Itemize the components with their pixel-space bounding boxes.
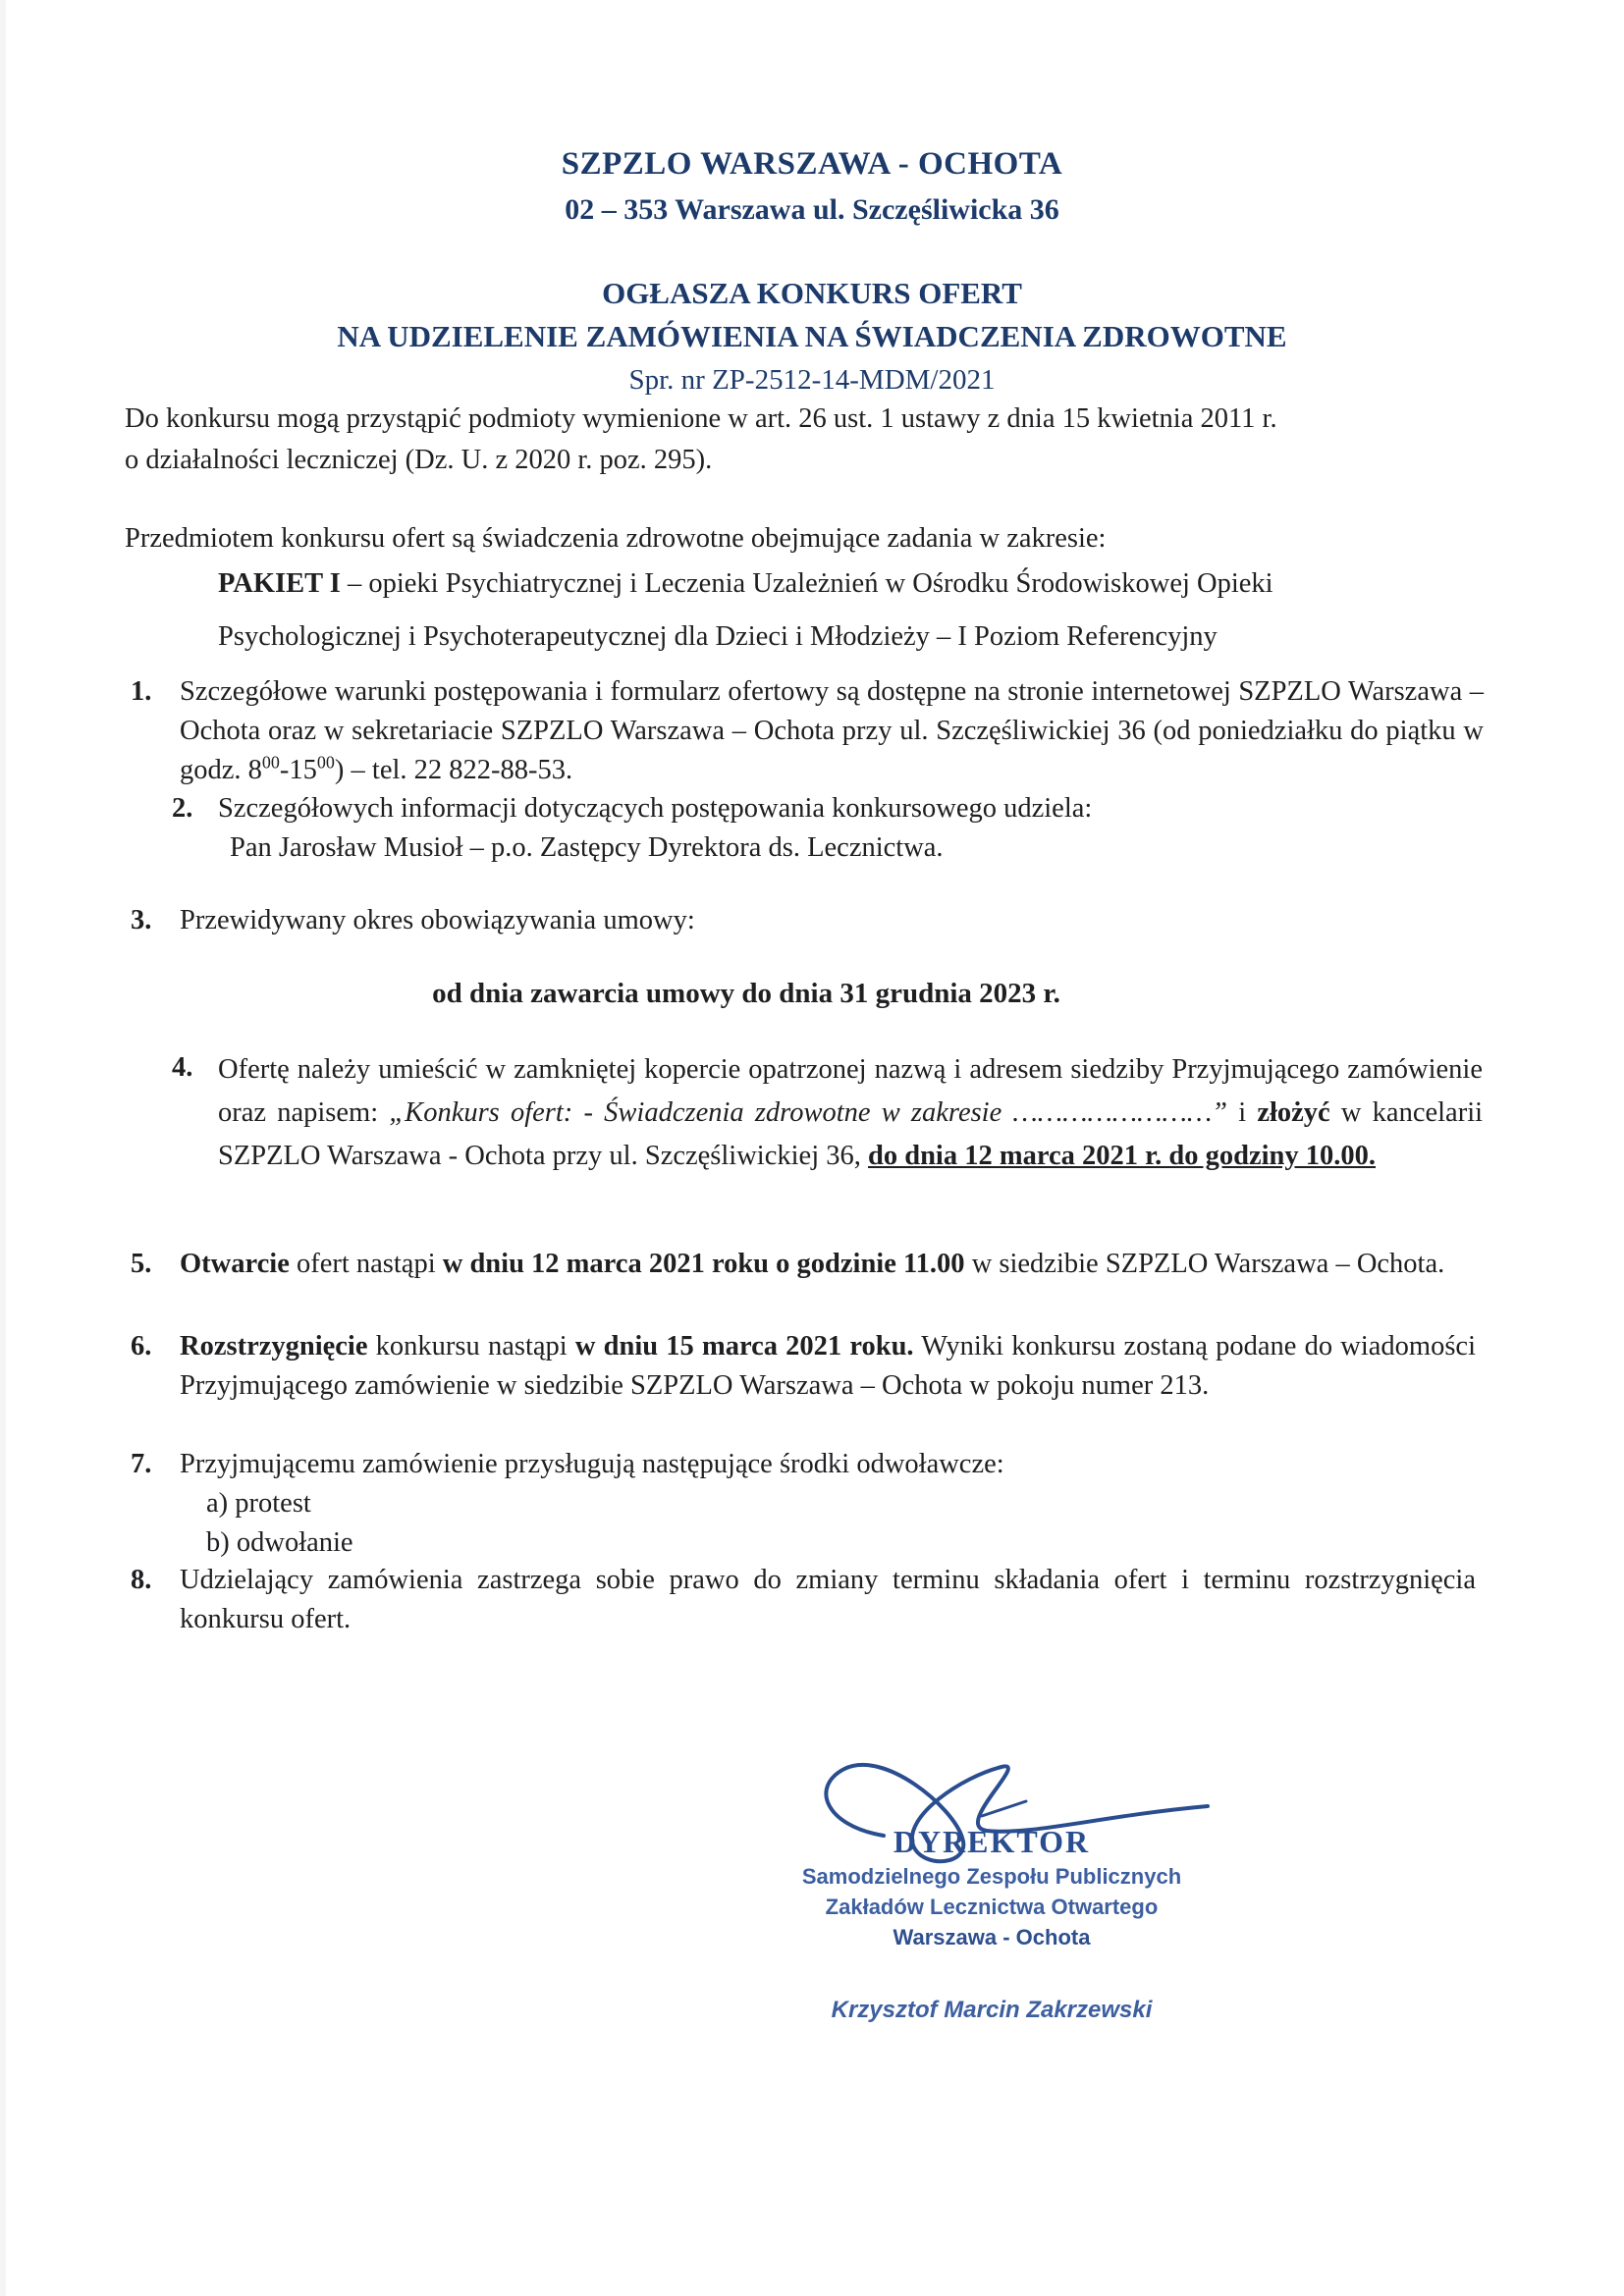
subject-paragraph: Przedmiotem konkursu ofert są świadczenia zdrowotne obejmujące zadania w zakresie: — [125, 523, 1107, 554]
item-text: Udzielający zamówienia zastrzega sobie prawo do zmiany terminu składania ofert i terminu rozstrzygnięcia konkursu ofert. — [180, 1565, 1476, 1634]
director-name: Krzysztof Marcin Zakrzewski — [831, 1997, 1153, 2023]
item-number: 6. — [131, 1331, 152, 1362]
package-description — [218, 558, 1494, 664]
item-number: 4. — [172, 1052, 193, 1083]
item-number: 7. — [131, 1449, 152, 1479]
stamp-line-2: Zakładów Lecznictwa Otwartego — [825, 1895, 1159, 1919]
document-header — [0, 140, 1624, 401]
case-reference: Spr. nr ZP-2512-14-MDM/2021 — [628, 364, 996, 396]
contact-person: Pan Jarosław Musioł – p.o. Zastępcy Dyrektora ds. Lecznictwa. — [230, 832, 944, 863]
eligibility-line-1: Do konkursu mogą przystąpić podmioty wymienione w art. 26 ust. 1 ustawy z dnia 15 kwietnia 2011 r. — [125, 403, 1277, 434]
stamp-line-3: Warszawa - Ochota — [893, 1925, 1091, 1949]
announcement-subtitle: NA UDZIELENIE ZAMÓWIENIA NA ŚWIADCZENIA ZDROWOTNE — [337, 319, 1287, 353]
item-text: Przyjmującemu zamówienie przysługują następujące środki odwoławcze: a) protest b) odwołanie — [180, 1445, 1476, 1563]
item-number: 2. — [172, 793, 193, 824]
announcement-title: OGŁASZA KONKURS OFERT — [602, 276, 1022, 310]
item-number: 8. — [131, 1565, 152, 1595]
item-number: 1. — [131, 676, 152, 707]
opening-date: w dniu 12 marca 2021 roku o godzinie 11.00 — [442, 1249, 965, 1279]
package-line-2: Psychologicznej i Psychoterapeutycznej dla Dzieci i Młodzieży – I Poziom Referencyjny — [218, 621, 1218, 652]
resolution-date: w dniu 15 marca 2021 roku. — [574, 1331, 914, 1362]
envelope-label: „Konkurs ofert: - Świadczenia zdrowotne w zakresie ……………………” — [389, 1097, 1228, 1128]
remedy-protest: a) protest — [206, 1488, 311, 1519]
contract-period: od dnia zawarcia umowy do dnia 31 grudnia 2023 r. — [432, 978, 1060, 1009]
organization-name: SZPZLO WARSZAWA - OCHOTA — [561, 146, 1063, 182]
package-line-1: – opieki Psychiatrycznej i Leczenia Uzależnień w Ośrodku Środowiskowej Opieki — [340, 568, 1273, 599]
item-number: 5. — [131, 1249, 152, 1279]
item-text: Szczegółowe warunki postępowania i formularz ofertowy są dostępne na stronie internetowej SZPZLO Warszawa – Ochota oraz w sekretariacie SZPZLO Warszawa – Ochota przy ul. Szczęśliwickiej 36 (od poniedziałku do piątku w godz. $8^{00}-15^{00}$) – tel. 22 822-88-53. — [180, 676, 1484, 785]
eligibility-paragraph — [125, 399, 1480, 481]
item-text: Otwarcie ofert nastąpi w dniu 12 marca 2021 roku o godzinie 11.00 w siedzibie SZPZLO Warszawa – Ochota. — [180, 1249, 1445, 1279]
item-text: Ofertę należy umieścić w zamkniętej kopercie opatrzonej nazwą i adresem siedziby Przyjmującego zamówienie oraz napisem: „Konkurs ofert: - Świadczenia zdrowotne w zakresie ……………………” i złożyć w kancelarii SZPZLO Warszawa - Ochota przy ul. Szczęśliwickiej 36, do dnia 12 marca 2021 r. do godziny 10.00. — [218, 1054, 1484, 1171]
director-stamp — [756, 1822, 1227, 2025]
item-number: 3. — [131, 905, 152, 935]
stamp-title: DYREKTOR — [893, 1824, 1091, 1859]
stamp-line-1: Samodzielnego Zespołu Publicznych — [801, 1864, 1182, 1889]
submission-deadline: do dnia 12 marca 2021 r. do godziny 10.00. — [868, 1141, 1377, 1171]
item-text: Szczegółowych informacji dotyczących postępowania konkursowego udziela: Pan Jarosław Musioł – p.o. Zastępcy Dyrektora ds. Lecznictwa. — [218, 789, 1298, 868]
remedy-appeal: b) odwołanie — [206, 1527, 353, 1558]
item-text: Rozstrzygnięcie konkursu nastąpi w dniu 15 marca 2021 roku. Wyniki konkursu zostaną podane do wiadomości Przyjmującego zamówienie w siedzibie SZPZLO Warszawa – Ochota w pokoju numer 213. — [180, 1331, 1476, 1401]
eligibility-line-2: o działalności leczniczej (Dz. U. z 2020 r. poz. 295). — [125, 445, 713, 475]
organization-address: 02 – 353 Warszawa ul. Szczęśliwicka 36 — [565, 193, 1059, 226]
item-text: Przewidywany okres obowiązywania umowy: — [180, 905, 695, 935]
package-label: PAKIET I — [218, 568, 341, 599]
